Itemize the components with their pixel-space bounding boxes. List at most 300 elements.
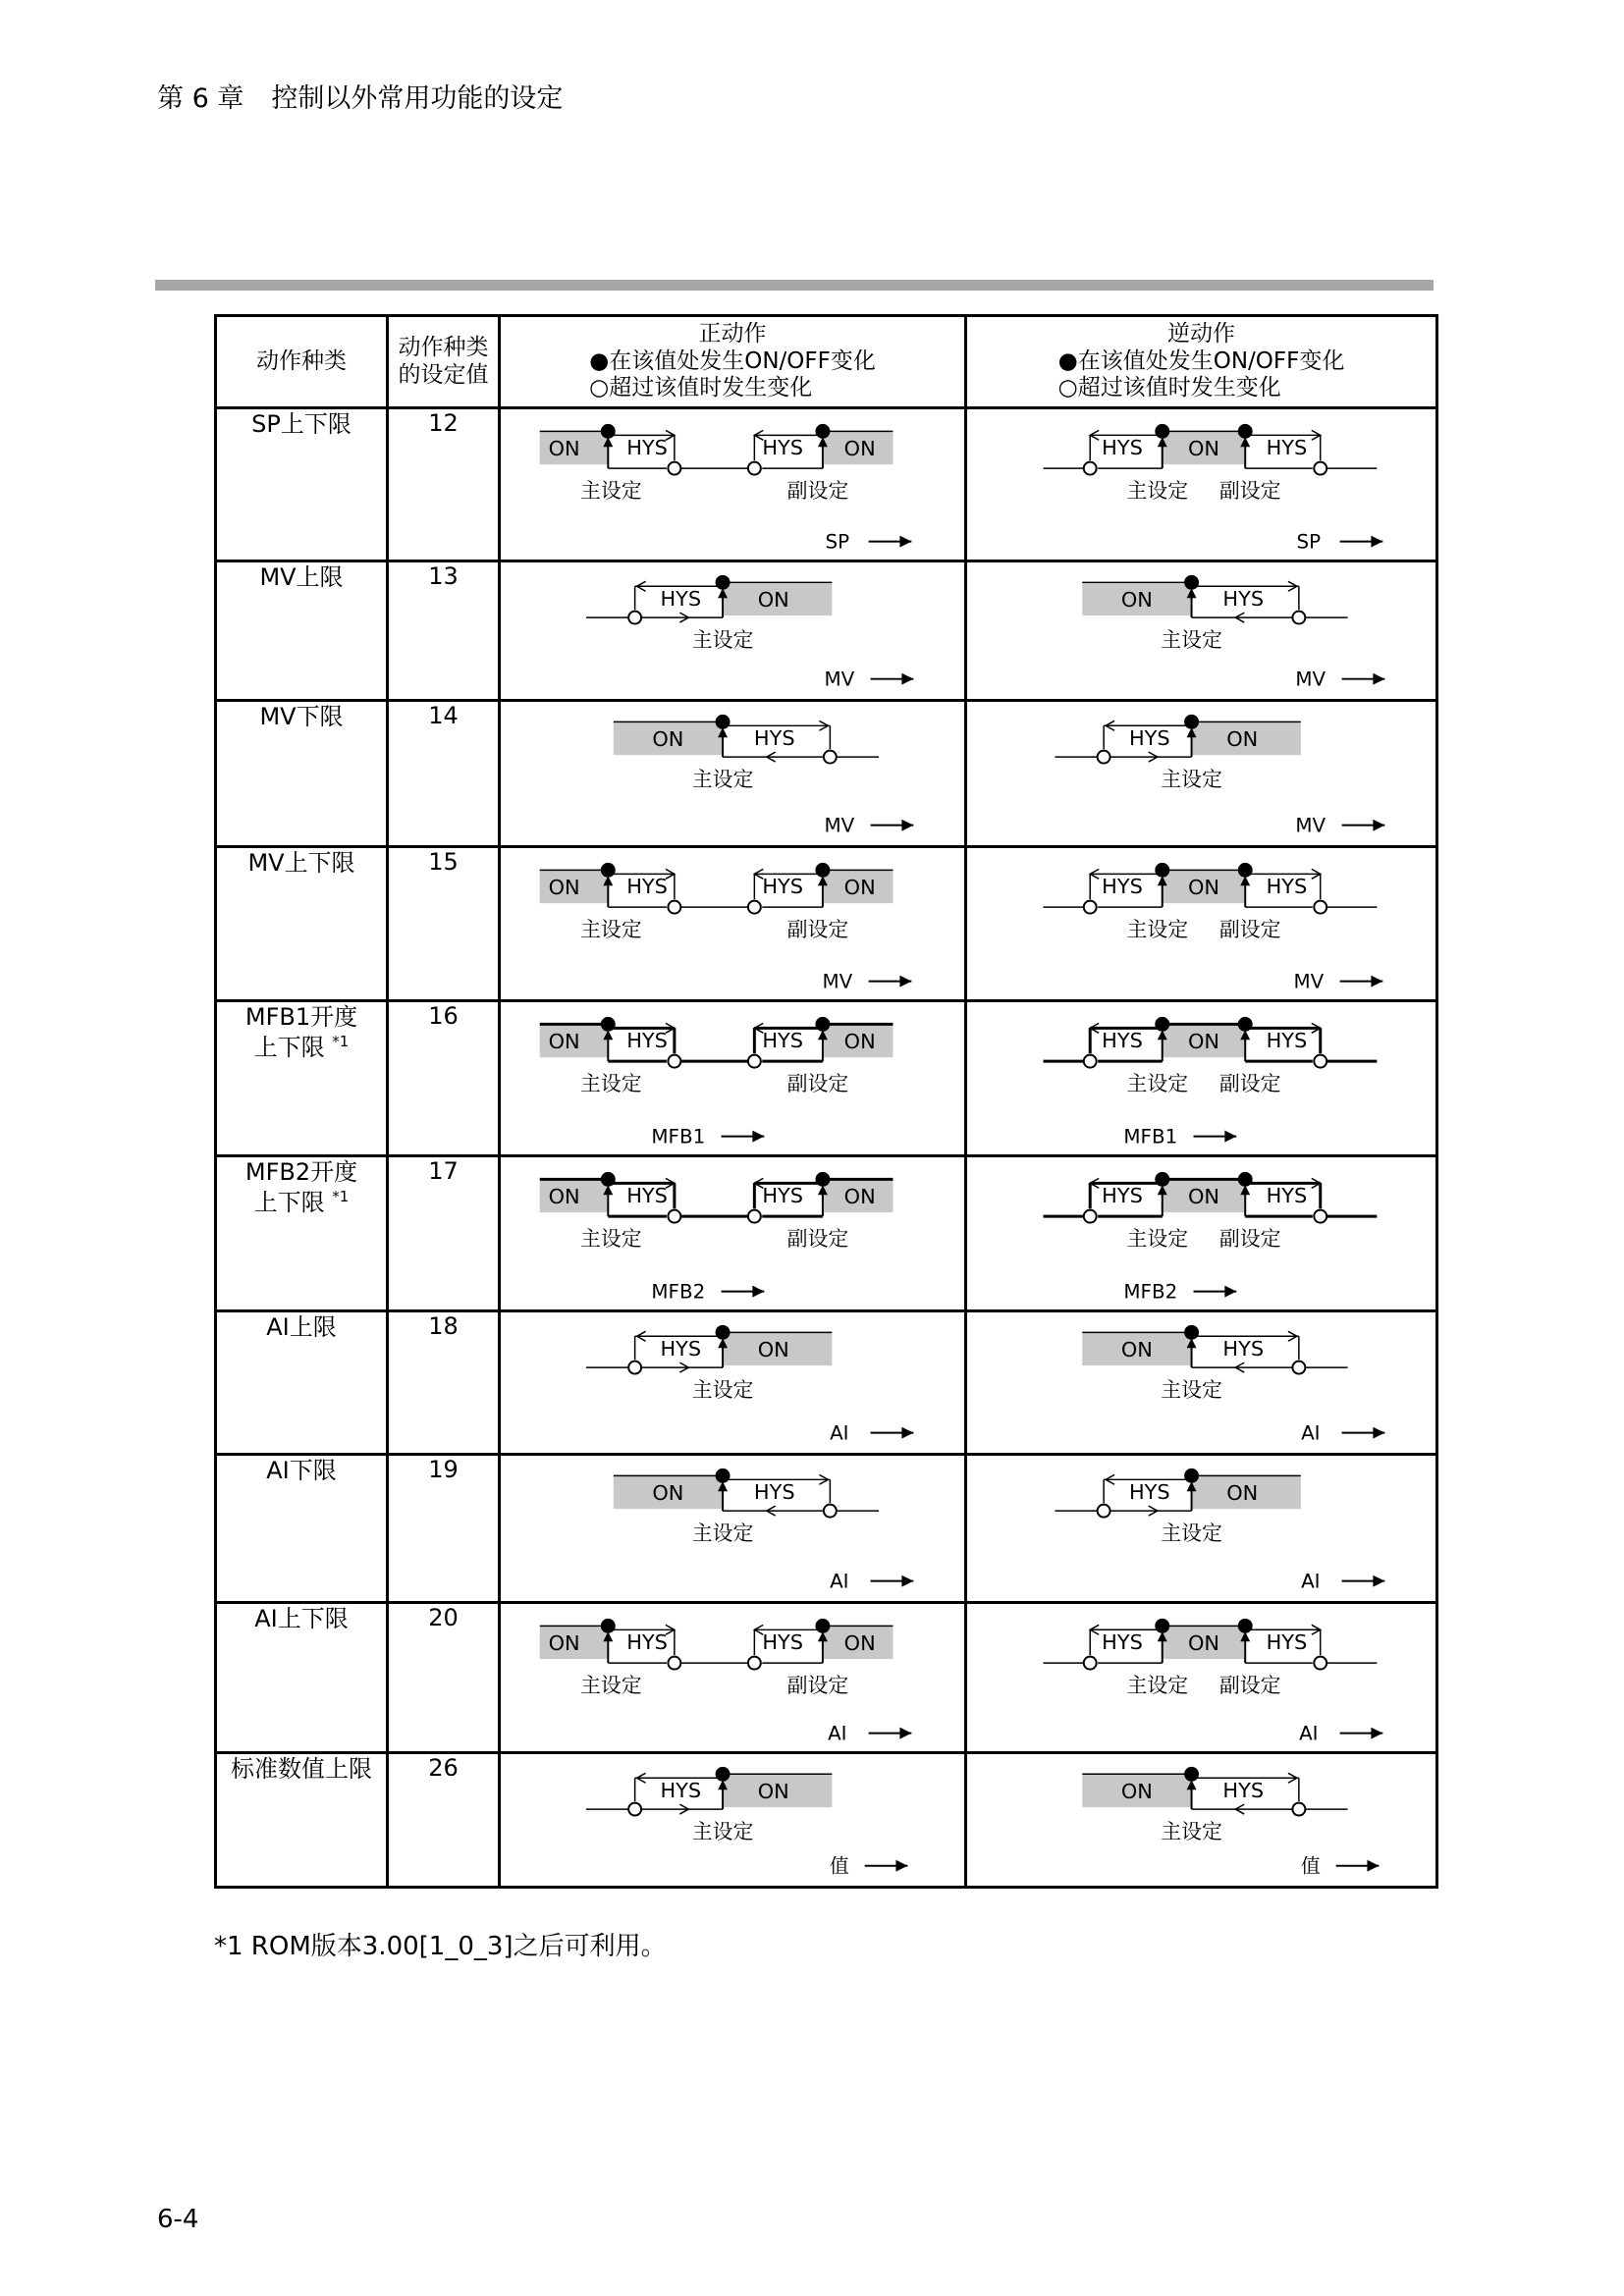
main-set-label: 主设定: [1126, 917, 1189, 941]
direct-action-diagram: [500, 1603, 966, 1753]
axis-arrow-head: [1373, 820, 1384, 831]
axis-arrow-head: [1224, 1131, 1236, 1143]
action-type-cell: [216, 1001, 388, 1156]
header-code-line1: 动作种类: [398, 334, 489, 360]
open-point-low: [668, 462, 680, 475]
axis-arrow: [1301, 1855, 1379, 1878]
filled-point-high: [1239, 425, 1252, 438]
filled-point-low: [602, 864, 615, 877]
diagram: [1055, 716, 1384, 837]
setting-value-cell: 20: [388, 1603, 500, 1753]
open-point-high: [748, 462, 761, 475]
open-point-high: [1314, 1210, 1326, 1223]
setting-value-cell: 14: [388, 701, 500, 847]
table-body: [216, 408, 1437, 1888]
diagram: [540, 425, 912, 554]
sub-set-label: 副设定: [1218, 1071, 1281, 1095]
filled-point-low: [602, 1620, 615, 1632]
sub-set-label: 副设定: [1218, 478, 1281, 503]
axis-arrow: [830, 1422, 913, 1445]
action-type-cell: [216, 1156, 388, 1311]
header-code-line2: 的设定值: [398, 361, 489, 388]
hys-label: HYS: [660, 587, 702, 612]
action-diagram: [967, 1754, 1435, 1886]
table-row: [216, 1753, 1437, 1888]
axis-arrow-label: MFB2: [1123, 1280, 1178, 1304]
legend-filled: ●在该值处发生ON/OFF变化: [1057, 347, 1345, 374]
note-marker: *1: [332, 1033, 350, 1051]
action-diagram: [967, 1456, 1435, 1601]
hys-label-high: HYS: [762, 1630, 804, 1655]
on-label-low: ON: [548, 437, 580, 461]
filled-point-high: [1239, 1173, 1252, 1186]
axis-arrow-head: [1373, 673, 1384, 685]
filled-point: [1185, 1469, 1198, 1482]
on-label-high: ON: [843, 876, 876, 900]
axis-arrow-label: AI: [828, 1722, 847, 1745]
hys-label-high: HYS: [1266, 1029, 1308, 1053]
chapter-title: 控制以外常用功能的设定: [271, 83, 564, 114]
open-point-low: [668, 1657, 680, 1670]
filled-point: [1185, 576, 1198, 589]
diagram: [1044, 864, 1383, 993]
action-type-text: MFB1开度: [244, 1003, 358, 1031]
axis-arrow: [1297, 531, 1383, 554]
hys-label: HYS: [1128, 1480, 1170, 1505]
axis-arrow-head: [1371, 536, 1382, 548]
main-set-label: 主设定: [691, 627, 754, 652]
open-point-low: [668, 1055, 680, 1068]
open-point: [1098, 1505, 1110, 1518]
hys-label-low: HYS: [626, 1184, 668, 1208]
header-direct: [500, 316, 966, 408]
filled-point: [717, 716, 730, 728]
hys-label-low: HYS: [626, 875, 668, 899]
action-diagram: [501, 1157, 964, 1309]
axis-arrow-label: MV: [1295, 814, 1326, 837]
header-type: 动作种类: [216, 316, 388, 408]
action-type-cell: [216, 1311, 388, 1455]
action-diagram: [501, 1456, 964, 1601]
diagram: [614, 716, 914, 837]
action-diagram: [501, 1604, 964, 1751]
filled-point-high: [816, 425, 829, 438]
sub-set-label: 副设定: [786, 1071, 849, 1095]
open-point: [1292, 1362, 1305, 1374]
main-set-label: 主设定: [579, 1226, 642, 1251]
open-point-high: [1314, 1657, 1326, 1670]
hys-label: HYS: [1222, 1779, 1265, 1803]
on-label-high: ON: [843, 1631, 876, 1656]
filled-point-high: [816, 1173, 829, 1186]
axis-arrow-label: MV: [824, 814, 855, 837]
main-set-label: 主设定: [691, 1377, 754, 1402]
filled-point-high: [816, 864, 829, 877]
filled-point: [1185, 716, 1198, 728]
hys-label: HYS: [1128, 726, 1170, 751]
axis-arrow: [830, 1571, 913, 1593]
action-diagram: [967, 702, 1435, 845]
axis-arrow-label: MV: [822, 970, 853, 993]
main-set-label: 主设定: [691, 767, 754, 791]
action-diagram: [501, 409, 964, 560]
axis-arrow-head: [901, 1427, 913, 1439]
action-diagram: [501, 702, 964, 845]
diagram: [1044, 1173, 1378, 1304]
legend-open: ○超过该值时发生变化: [1057, 375, 1281, 401]
main-set-label: 主设定: [1161, 1521, 1222, 1545]
axis-arrow-head: [1373, 1427, 1384, 1439]
header-direct-title: 正动作: [698, 321, 767, 347]
legend-filled: ●在该值处发生ON/OFF变化: [589, 347, 876, 374]
axis-arrow-head: [752, 1286, 764, 1298]
axis-arrow: [826, 531, 912, 554]
axis-arrow-head: [1367, 1860, 1379, 1872]
action-type-text: MV下限: [259, 703, 344, 730]
on-label-low: ON: [548, 1631, 580, 1656]
action-type-text: MV上下限: [247, 849, 355, 877]
table-row: [216, 847, 1437, 1001]
reverse-action-diagram: [966, 1753, 1437, 1888]
hys-label-high: HYS: [762, 436, 804, 460]
table-row: [216, 1455, 1437, 1603]
action-type-text: AI上限: [266, 1313, 337, 1341]
reverse-action-diagram: [966, 847, 1437, 1001]
setting-value-cell: 18: [388, 1311, 500, 1455]
open-point: [628, 1362, 641, 1374]
hys-label-low: HYS: [1102, 1184, 1143, 1208]
action-type-cell: [216, 1753, 388, 1888]
on-label: ON: [652, 727, 684, 752]
main-set-label: 主设定: [1126, 1673, 1189, 1697]
open-point-high: [1314, 462, 1326, 475]
open-point: [824, 1505, 837, 1518]
sub-set-label: 副设定: [786, 917, 849, 941]
on-label: ON: [1120, 588, 1153, 613]
open-point-low: [668, 1210, 680, 1223]
main-set-label: 主设定: [1161, 1819, 1222, 1843]
footnote: *1 ROM版本3.00[1_0_3]之后可利用。: [214, 1932, 667, 1961]
axis-arrow: [1301, 1422, 1384, 1445]
action-diagram: [967, 409, 1435, 560]
action-type-cell: [216, 1603, 388, 1753]
on-label: ON: [1226, 727, 1259, 752]
table-header-row: [216, 316, 1437, 408]
open-point: [628, 612, 641, 624]
setting-value-cell: 15: [388, 847, 500, 1001]
action-type-cell: [216, 561, 388, 701]
open-point-low: [1084, 1055, 1097, 1068]
axis-arrow-label: SP: [825, 530, 850, 554]
main-set-label: 主设定: [1126, 1071, 1189, 1095]
open-point-high: [748, 1657, 761, 1670]
open-point-low: [668, 901, 680, 914]
table-row: [216, 701, 1437, 847]
sub-set-label: 副设定: [786, 1673, 849, 1697]
action-type-text: MV上限: [259, 563, 344, 591]
hys-label: HYS: [660, 1779, 702, 1803]
diagram: [1055, 1469, 1384, 1593]
sub-set-label: 副设定: [786, 1226, 849, 1251]
diagram: [1082, 576, 1384, 691]
hys-label-low: HYS: [626, 1029, 668, 1053]
direct-action-diagram: [500, 1455, 966, 1603]
diagram: [1044, 425, 1383, 554]
action-diagram: [967, 1312, 1435, 1453]
main-set-label: 主设定: [691, 1819, 754, 1843]
action-type-cell: [216, 701, 388, 847]
action-diagram: [501, 562, 964, 699]
axis-arrow-head: [1371, 1728, 1382, 1739]
action-diagram: [967, 1157, 1435, 1309]
setting-value-cell: 17: [388, 1156, 500, 1311]
axis-arrow-head: [1371, 976, 1382, 988]
axis-arrow: [828, 1723, 911, 1745]
header-code: [388, 316, 500, 408]
reverse-action-diagram: [966, 408, 1437, 561]
filled-point-high: [1239, 1620, 1252, 1632]
direct-action-diagram: [500, 561, 966, 701]
main-set-label: 主设定: [1161, 767, 1222, 791]
filled-point-low: [602, 425, 615, 438]
axis-arrow-head: [899, 1728, 911, 1739]
hys-label-high: HYS: [1266, 875, 1308, 899]
hys-label-low: HYS: [626, 436, 668, 460]
filled-point-high: [1239, 864, 1252, 877]
open-point-low: [1084, 1210, 1097, 1223]
hys-label: HYS: [660, 1337, 702, 1362]
axis-arrow: [651, 1281, 764, 1304]
axis-arrow: [651, 1126, 764, 1148]
hys-label: HYS: [753, 1480, 795, 1505]
axis-arrow: [1295, 815, 1384, 837]
filled-point-low: [602, 1018, 615, 1031]
page-header: [157, 77, 563, 115]
hys-label-low: HYS: [1102, 436, 1143, 460]
action-type-text: MFB2开度: [244, 1158, 358, 1186]
axis-arrow-head: [899, 536, 911, 548]
action-diagram: [501, 1754, 964, 1886]
action-type-text: SP上下限: [251, 410, 352, 438]
axis-arrow-head: [901, 820, 913, 831]
filled-point-high: [1239, 1018, 1252, 1031]
sub-set-label: 副设定: [1218, 1673, 1281, 1697]
setting-value-cell: 19: [388, 1455, 500, 1603]
hys-label: HYS: [753, 726, 795, 751]
table-row: [216, 1001, 1437, 1156]
on-label: ON: [1187, 437, 1219, 461]
axis-arrow-label: AI: [1301, 1570, 1321, 1593]
main-set-label: 主设定: [1126, 478, 1189, 503]
setting-value-cell: 16: [388, 1001, 500, 1156]
diagram: [540, 864, 912, 993]
axis-arrow: [1295, 668, 1384, 691]
action-type-text: 上下限 $^{*1}$: [253, 1188, 350, 1217]
hys-label-high: HYS: [762, 1029, 804, 1053]
on-label: ON: [1187, 876, 1219, 900]
reverse-action-diagram: [966, 1311, 1437, 1455]
main-set-label: 主设定: [579, 1673, 642, 1697]
main-set-label: 主设定: [1161, 627, 1222, 652]
filled-point: [717, 1469, 730, 1482]
axis-arrow-head: [899, 976, 911, 988]
axis-arrow-label: AI: [830, 1570, 849, 1593]
on-label: ON: [1187, 1185, 1219, 1209]
reverse-action-diagram: [966, 1455, 1437, 1603]
axis-arrow: [1123, 1126, 1236, 1148]
action-diagram: [967, 848, 1435, 999]
sub-set-label: 副设定: [1218, 1226, 1281, 1251]
axis-arrow-head: [901, 673, 913, 685]
direct-action-diagram: [500, 701, 966, 847]
open-point-low: [1084, 462, 1097, 475]
axis-arrow-label: SP: [1296, 530, 1322, 554]
main-set-label: 主设定: [579, 917, 642, 941]
table-row: [216, 408, 1437, 561]
filled-point-high: [816, 1620, 829, 1632]
action-diagram: [967, 562, 1435, 699]
open-point: [1292, 1803, 1305, 1816]
axis-arrow-label: 值: [829, 1854, 849, 1878]
header-rule: [155, 280, 1434, 291]
main-set-label: 主设定: [579, 1071, 642, 1095]
on-label-high: ON: [843, 1185, 876, 1209]
axis-arrow: [1299, 1723, 1382, 1745]
on-label: ON: [1187, 1030, 1219, 1054]
action-diagram: [501, 1312, 964, 1453]
axis-arrow-head: [895, 1860, 907, 1872]
axis-arrow-label: MV: [1293, 970, 1325, 993]
direct-action-diagram: [500, 1156, 966, 1311]
axis-arrow: [824, 815, 913, 837]
legend-open: ○超过该值时发生变化: [589, 375, 813, 401]
axis-arrow-label: AI: [1301, 1421, 1321, 1445]
action-type-text: 上下限 $^{*1}$: [253, 1033, 350, 1062]
open-point-high: [748, 1210, 761, 1223]
hys-label-low: HYS: [1102, 875, 1143, 899]
hys-label-high: HYS: [762, 1184, 804, 1208]
hys-label-high: HYS: [1266, 436, 1308, 460]
action-type-text: AI上下限: [254, 1605, 349, 1632]
diagram: [540, 1018, 893, 1148]
setting-value-cell: 12: [388, 408, 500, 561]
chapter-number: 第 6 章: [157, 83, 244, 114]
on-label: ON: [1120, 1338, 1153, 1362]
on-label: ON: [1226, 1481, 1259, 1506]
direct-action-diagram: [500, 1001, 966, 1156]
main-set-label: 主设定: [579, 478, 642, 503]
axis-arrow-head: [1373, 1575, 1384, 1587]
axis-arrow-label: 值: [1300, 1854, 1321, 1878]
diagram: [1044, 1620, 1383, 1745]
axis-arrow: [1293, 971, 1382, 993]
axis-arrow-label: MFB2: [651, 1280, 706, 1304]
sub-set-label: 副设定: [1218, 917, 1281, 941]
filled-point-low: [602, 1173, 615, 1186]
filled-point-high: [816, 1018, 829, 1031]
action-diagram: [501, 1002, 964, 1154]
action-type-cell: [216, 408, 388, 561]
axis-arrow-head: [752, 1131, 764, 1143]
on-label-low: ON: [548, 1185, 580, 1209]
on-label: ON: [1120, 1780, 1153, 1804]
main-set-label: 主设定: [1161, 1377, 1222, 1402]
open-point-high: [1314, 901, 1326, 914]
diagram: [586, 1768, 907, 1878]
diagram: [614, 1469, 914, 1593]
reverse-action-diagram: [966, 701, 1437, 847]
axis-arrow-label: MV: [824, 667, 855, 691]
diagram: [586, 576, 913, 691]
on-label-high: ON: [843, 1030, 876, 1054]
main-set-label: 主设定: [1126, 1226, 1189, 1251]
on-label-high: ON: [843, 437, 876, 461]
direct-action-diagram: [500, 1311, 966, 1455]
hys-label-low: HYS: [1102, 1029, 1143, 1053]
diagram: [540, 1620, 912, 1745]
hys-label: HYS: [1222, 1337, 1265, 1362]
hys-label: HYS: [1222, 587, 1265, 612]
open-point: [824, 751, 837, 764]
action-type-cell: [216, 847, 388, 1001]
action-diagram: [501, 848, 964, 999]
on-label: ON: [757, 1780, 789, 1804]
direct-action-diagram: [500, 847, 966, 1001]
axis-arrow: [822, 971, 911, 993]
hys-label-low: HYS: [626, 1630, 668, 1655]
setting-value-cell: 26: [388, 1753, 500, 1888]
on-label-low: ON: [548, 876, 580, 900]
axis-arrow-head: [901, 1575, 913, 1587]
hys-label-high: HYS: [762, 875, 804, 899]
axis-arrow-label: AI: [830, 1421, 849, 1445]
on-label: ON: [1187, 1631, 1219, 1656]
diagram: [540, 1173, 893, 1304]
direct-action-diagram: [500, 408, 966, 561]
open-point-low: [1084, 901, 1097, 914]
page-number: 6-4: [157, 2205, 199, 2234]
open-point-high: [748, 1055, 761, 1068]
main-set-label: 主设定: [691, 1521, 754, 1545]
reverse-action-diagram: [966, 1156, 1437, 1311]
setting-value-cell: 13: [388, 561, 500, 701]
axis-arrow: [1123, 1281, 1236, 1304]
axis-arrow-label: MFB1: [1123, 1125, 1178, 1148]
action-diagram: [967, 1002, 1435, 1154]
axis-arrow-label: MFB1: [651, 1125, 706, 1148]
on-label: ON: [652, 1481, 684, 1506]
filled-point: [717, 1326, 730, 1339]
table-row: [216, 561, 1437, 701]
axis-arrow-label: AI: [1299, 1722, 1319, 1745]
axis-arrow-head: [1224, 1286, 1236, 1298]
sub-set-label: 副设定: [786, 478, 849, 503]
filled-point: [1185, 1326, 1198, 1339]
on-label: ON: [757, 588, 789, 613]
reverse-action-diagram: [966, 1001, 1437, 1156]
filled-point: [717, 1768, 730, 1781]
hys-label-low: HYS: [1102, 1630, 1143, 1655]
filled-point: [717, 576, 730, 589]
axis-arrow: [824, 668, 913, 691]
diagram: [586, 1326, 913, 1445]
open-point: [1098, 751, 1110, 764]
header-reverse: [966, 316, 1437, 408]
open-point-low: [1084, 1657, 1097, 1670]
axis-arrow-label: MV: [1295, 667, 1326, 691]
open-point-high: [748, 901, 761, 914]
axis-arrow: [1301, 1571, 1384, 1593]
